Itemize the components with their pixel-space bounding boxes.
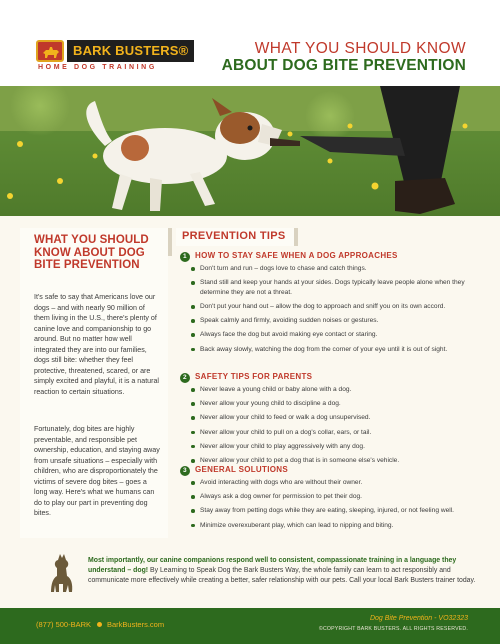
intro-sidebar (20, 228, 168, 538)
list-item: Speak calmly and firmly, avoiding sudden noises or gestures. (200, 316, 474, 326)
general-solutions-list (200, 478, 474, 535)
list-item: Stay away from petting dogs while they are eating, sleeping, injured, or not feeling well. (200, 506, 474, 516)
list-item: Never allow your child to pet a dog that is in someone else's vehicle. (200, 456, 474, 466)
approach-tips-list (200, 264, 474, 359)
list-item: Never leave a young child or baby alone with a dog. (200, 385, 474, 395)
closing-body: By Learning to Speak Dog the Bark Busters Way, the whole family can learn to act responsibly and communicate more effectively while creating a better, safer relationship with our pets. Call your local Bark Busters trainer today. (88, 567, 476, 584)
website-link[interactable]: BarkBusters.com (107, 620, 165, 629)
list-item: Never allow your child to play aggressively with any dog. (200, 442, 474, 452)
list-item: Don't put your hand out – allow the dog to approach and sniff you on its own accord. (200, 302, 474, 312)
list-item: Avoid interacting with dogs who are without their owner. (200, 478, 474, 488)
dog-badge-icon (36, 40, 64, 62)
closing-paragraph (88, 556, 478, 586)
sidebar-paragraph-2: Fortunately, dog bites are highly preventable, and responsible pet ownership, education, and staying away from unsafe situations – especially with children, who are disproportionately the victims of severe dog bites – goes a long way. Here's what we humans can do to play our part in preventing dog bites. (34, 425, 160, 517)
dog-silhouette-icon (46, 552, 76, 594)
phone-number-link[interactable]: (877) 500-BARK (36, 620, 92, 629)
sidebar-paragraph-1: It's safe to say that Americans love our dogs – and with nearly 90 million of them living in the U.S., there's plenty of canine love and companionship to go around. But no matter how well integrated they are into our families, dogs still bite: whether they feel protective, threatened, scared, or are simply excited and playful, it is a natural reaction to certain situations. (34, 293, 159, 396)
hero-photo (0, 86, 500, 216)
list-item: Always face the dog but avoid making eye contact or staring. (200, 330, 474, 340)
closing-message (0, 548, 500, 604)
section-heading-approach (180, 251, 398, 262)
document-code: Dog Bite Prevention - VO32323 (369, 615, 468, 622)
list-item: Back away slowly, watching the dog from the corner of your eye until it is out of sight. (200, 345, 474, 355)
parent-tips-list (200, 385, 474, 470)
list-item: Never allow your young child to discipline a dog. (200, 399, 474, 409)
page-title-line1: WHAT YOU SHOULD KNOW (254, 40, 466, 57)
section-title: SAFETY TIPS FOR PARENTS (195, 372, 313, 381)
list-item: Never allow your child to feed or walk a dog unsupervised. (200, 413, 474, 423)
copyright-notice: ©COPYRIGHT BARK BUSTERS. ALL RIGHTS RESERVED. (318, 626, 468, 632)
prevention-tips-heading: PREVENTION TIPS (176, 228, 298, 246)
number-badge-icon: 3 (180, 466, 190, 476)
section-heading-general (180, 465, 288, 476)
sidebar-accent-bar (168, 228, 172, 256)
section-title: HOW TO STAY SAFE WHEN A DOG APPROACHES (195, 251, 398, 260)
logo-tagline: HOME DOG TRAINING (38, 64, 157, 71)
list-item: Stand still and keep your hands at your sides. Dogs typically leave people alone when they determine they are not a threat. (200, 278, 474, 297)
list-item: Always ask a dog owner for permission to pet their dog. (200, 492, 474, 502)
section-heading-parents (180, 372, 312, 383)
sidebar-title: WHAT YOU SHOULD KNOW ABOUT DOG BITE PREVENTION (34, 234, 149, 271)
number-badge-icon: 2 (180, 373, 190, 383)
page-title-line2: ABOUT DOG BITE PREVENTION (221, 57, 466, 74)
closing-emphasis: Most importantly, our canine companions respond well to consistent, compassionate training in a language they understand – dog! (88, 557, 457, 574)
number-badge-icon: 1 (180, 252, 190, 262)
list-item: Don't turn and run – dogs love to chase and catch things. (200, 264, 474, 274)
bullet-dot-icon (97, 622, 102, 627)
list-item: Never allow your child to pull on a dog's collar, ears, or tail. (200, 428, 474, 438)
bark-busters-logo (36, 40, 189, 72)
logo-wordmark: BARK BUSTERS® (67, 40, 194, 62)
list-item: Minimize overexuberant play, which can lead to nipping and biting. (200, 521, 474, 531)
section-title: GENERAL SOLUTIONS (195, 465, 288, 474)
page-footer (0, 608, 500, 644)
page-header (0, 0, 500, 86)
